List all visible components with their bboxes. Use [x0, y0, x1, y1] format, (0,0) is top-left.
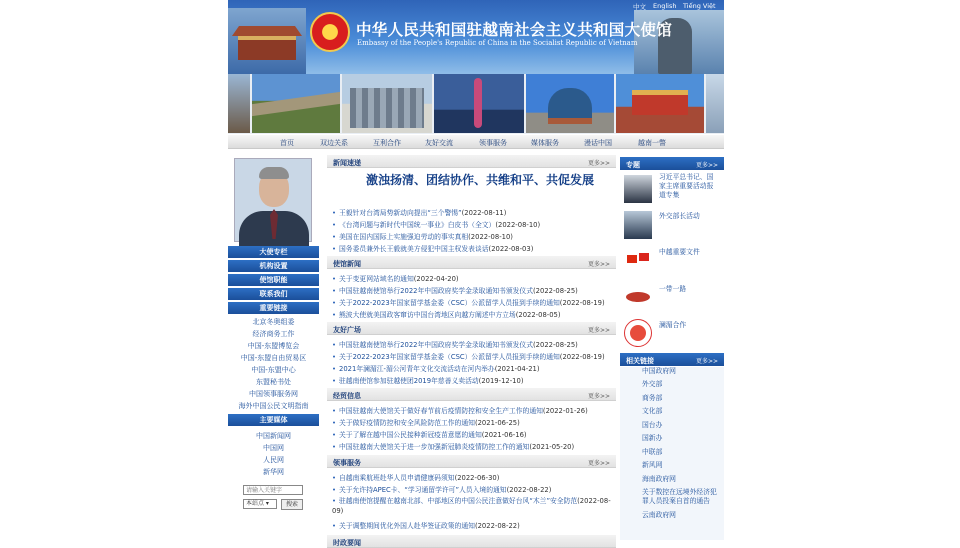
news-item[interactable]: • 中国驻越南使馆举行2022年中国政府奖学金录取通知书颁发仪式(2022-08-25) — [332, 341, 578, 349]
link-beijing-olympics[interactable]: 北京冬奥组委 — [252, 318, 295, 326]
news-item[interactable]: • 中国驻越南使馆举行2022年中国政府奖学金录取通知书颁发仪式(2022-08-25) — [332, 287, 578, 295]
nav-consular[interactable]: 领事服务 — [479, 139, 507, 147]
topic-belt-road[interactable]: 一带一路 — [659, 285, 687, 293]
link-yunnan[interactable]: 云南政府网 — [642, 511, 676, 519]
more-link[interactable]: 更多>> — [587, 261, 610, 268]
lang-chinese-link[interactable]: 中文 — [633, 3, 646, 11]
news-item[interactable]: • 熊波大使就美国政客窜访中国台湾地区向越方阐述中方立场(2022-08-05) — [332, 311, 561, 319]
news-item[interactable]: • 关于2022-2023年国家留学基金委（CSC）公派留学人员报到手续的通知(2022-08-19) — [332, 299, 605, 307]
nav-cooperation[interactable]: 互利合作 — [373, 139, 401, 147]
news-item[interactable]: • 关于允许持APEC卡、“学习通留学许可”人员入境的通知(2022-08-22) — [332, 486, 552, 494]
lang-english-link[interactable]: English — [653, 2, 677, 10]
link-china-net[interactable]: 中国网 — [263, 444, 284, 452]
belt-road-icon[interactable] — [624, 282, 652, 310]
link-mofcom[interactable]: 商务部 — [642, 394, 663, 402]
nav-exchange[interactable]: 友好交流 — [425, 139, 453, 147]
topics-title: 专题 — [626, 161, 640, 169]
link-hainan[interactable]: 海南政府网 — [642, 475, 676, 483]
photo-edge — [706, 74, 724, 133]
news-item[interactable]: • 关于变更网站域名的通知(2022-04-20) — [332, 275, 459, 283]
link-people[interactable]: 人民网 — [263, 456, 284, 464]
topic-xi-activities[interactable]: 习近平总书记、国家主席重要活动报道专集 — [659, 173, 714, 199]
section-header-news — [327, 155, 616, 168]
news-item[interactable]: • 美国在国内国际上实施强迫劳动的事实真相(2022-08-10) — [332, 233, 513, 241]
news-item[interactable]: • 关于调整期间优化外国人赴华签证政策的通知(2022-08-22) — [332, 522, 520, 530]
topic-foreign-minister[interactable]: 外交部长活动 — [659, 212, 700, 220]
site-select[interactable]: 本站点 ▾ — [243, 499, 277, 509]
section-title: 领事服务 — [333, 459, 361, 467]
topics-header — [620, 157, 724, 170]
search-button[interactable]: 搜索 — [281, 499, 303, 510]
news-item[interactable]: • 自越南乘航班赴华人员申请健康码须知(2022-06-30) — [332, 474, 500, 482]
site-title: 中华人民共和国驻越南社会主义共和国大使馆 — [356, 21, 673, 39]
nav-bilateral[interactable]: 双边关系 — [320, 139, 348, 147]
topics-more-link[interactable]: 更多>> — [695, 162, 718, 169]
section-title: 使馆新闻 — [333, 260, 361, 268]
link-china-asean-centre[interactable]: 中国-东盟中心 — [251, 366, 296, 374]
news-item[interactable]: • 国务委员兼外长王毅就美方侵犯中国主权发表谈话(2022-08-03) — [332, 245, 534, 253]
photo-temple-of-heaven — [526, 74, 614, 133]
more-link[interactable]: 更多>> — [587, 327, 610, 334]
news-item[interactable]: • 王毅针对台湾局势新动向提出“三个警惕”(2022-08-11) — [332, 209, 507, 217]
embassy-site — [228, 0, 724, 547]
photo-great-wall — [252, 74, 340, 133]
section-title: 经贸信息 — [333, 392, 361, 400]
lang-vietnamese-link[interactable]: Tiếng Việt — [683, 2, 716, 10]
news-item[interactable]: • 《台湾问题与新时代中国统一事业》白皮书（全文）(2022-08-10) — [332, 221, 541, 229]
link-fugitive-notice[interactable]: 关于数控在远境外经济犯罪人员投案自首的通告 — [642, 488, 717, 505]
nav-vietnam[interactable]: 越南一瞥 — [638, 139, 666, 147]
link-scio[interactable]: 国新办 — [642, 434, 663, 442]
ambassador-column-button[interactable]: 大使专栏 — [228, 246, 319, 258]
link-china-asean-expo[interactable]: 中国-东盟博览会 — [247, 342, 300, 350]
important-links-header[interactable]: 重要链接 — [228, 302, 319, 314]
section-header-embassy-news — [327, 256, 616, 269]
link-mfa[interactable]: 外交部 — [642, 380, 663, 388]
link-consular-service[interactable]: 中国领事服务网 — [249, 390, 298, 398]
link-china-asean-fta[interactable]: 中国-东盟自由贸易区 — [240, 354, 307, 362]
news-item[interactable]: • 关于了解在越中国公民接种新冠疫苗意愿的通知(2021-06-16) — [332, 431, 527, 439]
link-gov-cn[interactable]: 中国政府网 — [642, 367, 676, 375]
photo-tiananmen — [616, 74, 704, 133]
news-item[interactable]: • 关于做好疫情防控和安全风险防范工作的通知(2021-06-25) — [332, 419, 520, 427]
link-economic-commerce[interactable]: 经济商务工作 — [252, 330, 295, 338]
link-idcpc[interactable]: 中联部 — [642, 448, 663, 456]
section-header-consular — [327, 455, 616, 468]
photo-shanghai-tower — [434, 74, 524, 133]
link-xinhua[interactable]: 新华网 — [263, 468, 284, 476]
photo-building — [228, 74, 250, 133]
media-header: 主要媒体 — [228, 414, 319, 426]
link-asean-secretariat[interactable]: 东盟秘书处 — [256, 378, 291, 386]
photo-city-skyline — [342, 74, 432, 133]
section-title: 友好广场 — [333, 326, 361, 334]
site-select-value: 本站点 — [246, 500, 265, 507]
contact-us-button[interactable]: 联系我们 — [228, 288, 319, 300]
organization-button[interactable]: 机构设置 — [228, 260, 319, 272]
section-header-partial — [327, 535, 616, 548]
search-input[interactable] — [243, 485, 303, 495]
link-news-site[interactable]: 新风网 — [642, 461, 663, 469]
site-title-en: Embassy of the People's Republic of China in the Socialist Republic of Vietnam — [357, 39, 638, 47]
news-item[interactable]: • 驻越南使馆参加驻越使团2019年慈善义卖活动(2019-12-10) — [332, 377, 524, 385]
section-header-trade — [327, 388, 616, 401]
links-more-link[interactable]: 更多>> — [695, 358, 718, 365]
nav-home[interactable]: 首页 — [280, 139, 294, 147]
topic-documents[interactable]: 中越重要文件 — [659, 248, 700, 256]
flags-icon[interactable] — [624, 247, 652, 275]
nav-china[interactable]: 漫话中国 — [584, 139, 612, 147]
news-item[interactable]: • 驻越南使馆提醒在越南北部、中部地区的中国公民注意做好台风“木兰”安全防范(2022-08-09) — [332, 497, 611, 515]
lancang-mekong-icon[interactable] — [624, 319, 652, 347]
news-item[interactable]: • 中国驻越南大使馆关于做好春节前后疫情防控和安全生产工作的通知(2022-01-26) — [332, 407, 588, 415]
link-taiwan-office[interactable]: 国台办 — [642, 421, 663, 429]
section-title: 时政要闻 — [333, 539, 361, 547]
more-link[interactable]: 更多>> — [587, 160, 610, 167]
links-header — [620, 353, 724, 366]
link-civility-guide[interactable]: 海外中国公民文明指南 — [238, 402, 309, 410]
section-header-friendship — [327, 322, 616, 335]
headline[interactable]: 激浊扬清、团结协作、共维和平、共促发展 — [366, 173, 595, 187]
minister-portrait-icon[interactable] — [624, 211, 652, 239]
link-culture[interactable]: 文化部 — [642, 407, 663, 415]
news-item[interactable]: • 2021年澜湄江-湄公河青年文化交流活动在河内举办(2021-04-21) — [332, 365, 540, 373]
header-banner — [228, 0, 724, 74]
news-item[interactable]: • 中国驻越南大使馆关于进一步加强新冠肺炎疫情防控工作的通知(2021-05-20) — [332, 443, 575, 451]
tiananmen-illustration — [228, 8, 306, 74]
section-title: 新闻速递 — [333, 159, 361, 167]
link-chinanews[interactable]: 中国新闻网 — [256, 432, 291, 440]
national-emblem-icon — [310, 12, 350, 52]
main-nav — [228, 135, 724, 149]
nav-media[interactable]: 媒体服务 — [531, 139, 559, 147]
embassy-functions-button[interactable]: 使馆职能 — [228, 274, 319, 286]
ambassador-portrait[interactable] — [234, 158, 312, 242]
topic-lancang-mekong[interactable]: 澜湄合作 — [659, 321, 687, 329]
photo-strip — [228, 74, 724, 134]
links-title: 相关链接 — [626, 357, 654, 365]
news-item[interactable]: • 关于2022-2023年国家留学基金委（CSC）公派留学人员报到手续的通知(2022-08-19) — [332, 353, 605, 361]
xi-portrait-icon[interactable] — [624, 175, 652, 203]
more-link[interactable]: 更多>> — [587, 460, 610, 467]
more-link[interactable]: 更多>> — [587, 393, 610, 400]
